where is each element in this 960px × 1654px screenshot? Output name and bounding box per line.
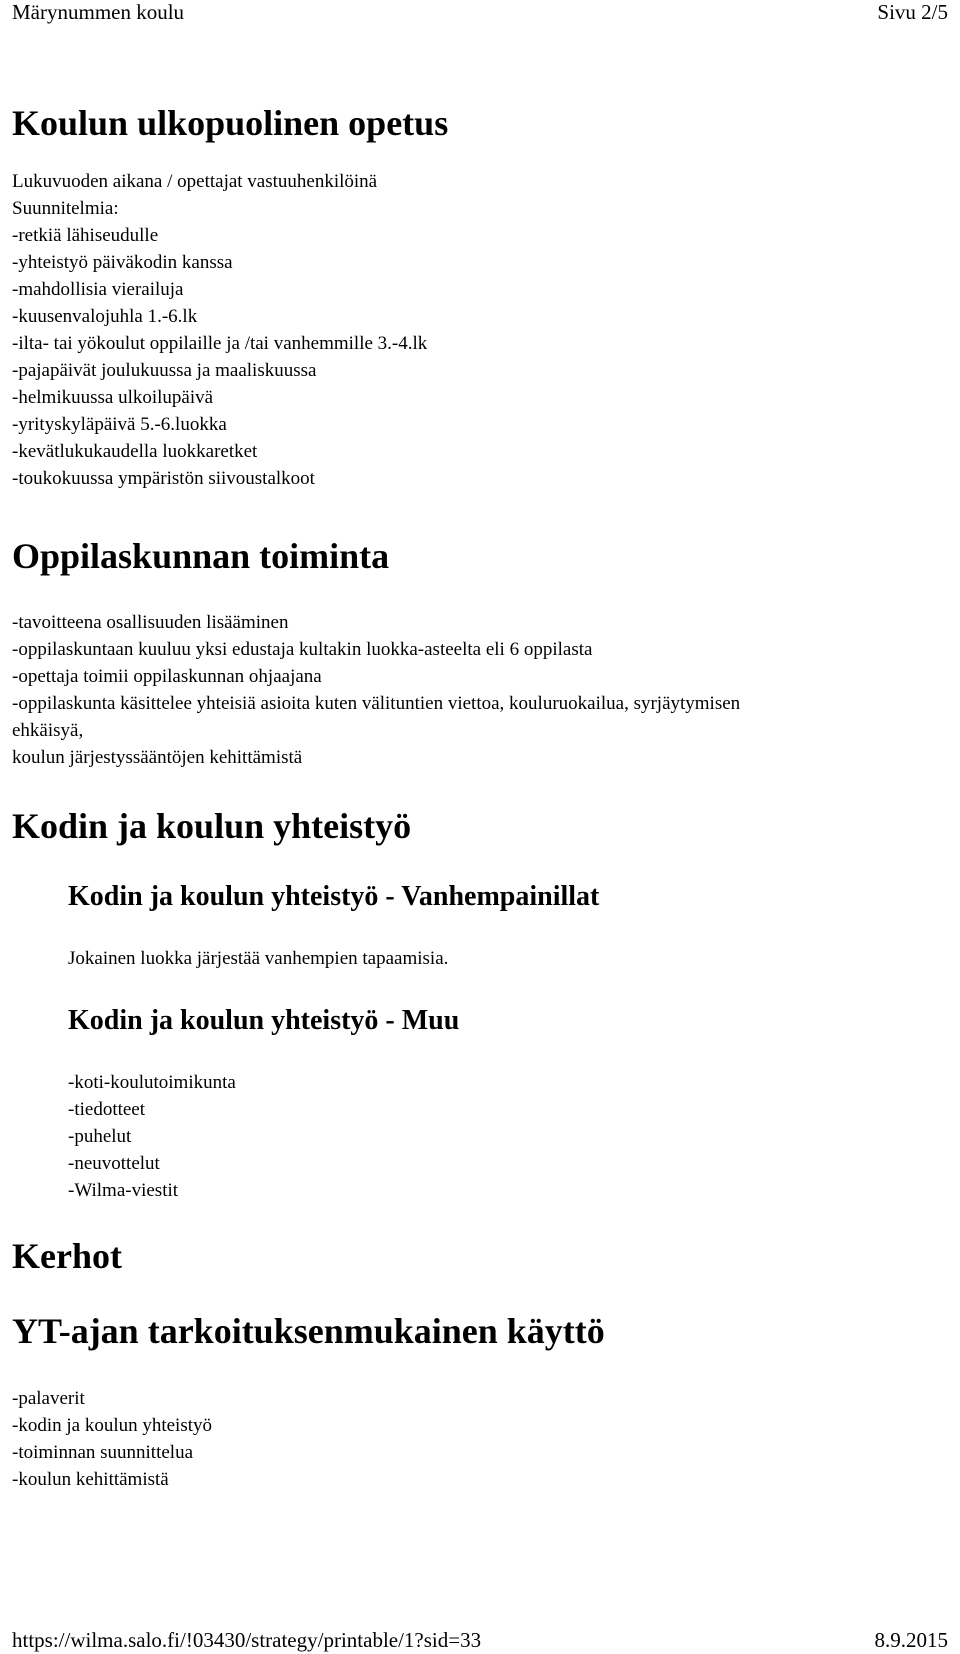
list-item: -pajapäivät joulukuussa ja maaliskuussa [12,360,317,381]
list-item: -koti-koulutoimikunta [68,1072,236,1093]
list-item: koulun järjestyssääntöjen kehittämistä [12,747,303,768]
list-item: Suunnitelmia: [12,198,119,219]
list-item: -toiminnan suunnittelua [12,1442,194,1463]
list-item: -ilta- tai yökoulut oppilaille ja /tai vanhemmille 3.-4.lk [12,333,428,354]
header-page-number: Sivu 2/5 [877,0,948,24]
header-school-name: Märynummen koulu [12,0,185,24]
subsection-title-parent-evenings: Kodin ja koulun yhteistyö - Vanhempainillat [68,881,600,912]
home-school-other-list [68,1069,236,1204]
list-item: -mahdollisia vierailuja [12,279,184,300]
list-item: -toukokuussa ympäristön siivoustalkoot [12,468,315,489]
list-item: -oppilaskuntaan kuuluu yksi edustaja kultakin luokka-asteelta eli 6 oppilasta [12,639,593,660]
list-item: -Wilma-viestit [68,1180,179,1201]
student-council-list [12,609,740,771]
list-item: -retkiä lähiseudulle [12,225,159,246]
list-item: -helmikuussa ulkoilupäivä [12,387,214,408]
list-item: ehkäisyä, [12,720,84,741]
section-title-yt-time: YT-ajan tarkoituksenmukainen käyttö [12,1311,605,1351]
list-item: -tavoitteena osallisuuden lisääminen [12,612,289,633]
list-item: Lukuvuoden aikana / opettajat vastuuhenkilöinä [12,171,378,192]
list-item: -kevätlukukaudella luokkaretket [12,441,258,462]
section-title-student-council: Oppilaskunnan toiminta [12,536,390,576]
footer-date: 8.9.2015 [874,1628,948,1652]
list-item: -opettaja toimii oppilaskunnan ohjaajana [12,666,322,687]
section-title-outside-teaching: Koulun ulkopuolinen opetus [12,103,449,143]
yt-time-list [12,1385,212,1493]
list-item: -neuvottelut [68,1153,160,1174]
subsection-title-other: Kodin ja koulun yhteistyö - Muu [68,1005,460,1036]
list-item: -yrityskyläpäivä 5.-6.luokka [12,414,227,435]
list-item: -kuusenvalojuhla 1.-6.lk [12,306,198,327]
list-item: -koulun kehittämistä [12,1469,169,1490]
section-title-clubs: Kerhot [12,1236,122,1276]
list-item: -yhteistyö päiväkodin kanssa [12,252,233,273]
list-item: -puhelut [68,1126,132,1147]
parent-evenings-text: Jokainen luokka järjestää vanhempien tapaamisia. [68,948,449,969]
list-item: -palaverit [12,1388,85,1409]
list-item: -kodin ja koulun yhteistyö [12,1415,213,1436]
section-title-home-school: Kodin ja koulun yhteistyö [12,806,412,846]
list-item: -oppilaskunta käsittelee yhteisiä asioita kuten välituntien viettoa, kouluruokailua, syrjäytymisen [12,693,741,714]
outside-teaching-list [12,168,427,492]
list-item: -tiedotteet [68,1099,146,1120]
footer-url: https://wilma.salo.fi/!03430/strategy/printable/1?sid=33 [12,1628,482,1652]
